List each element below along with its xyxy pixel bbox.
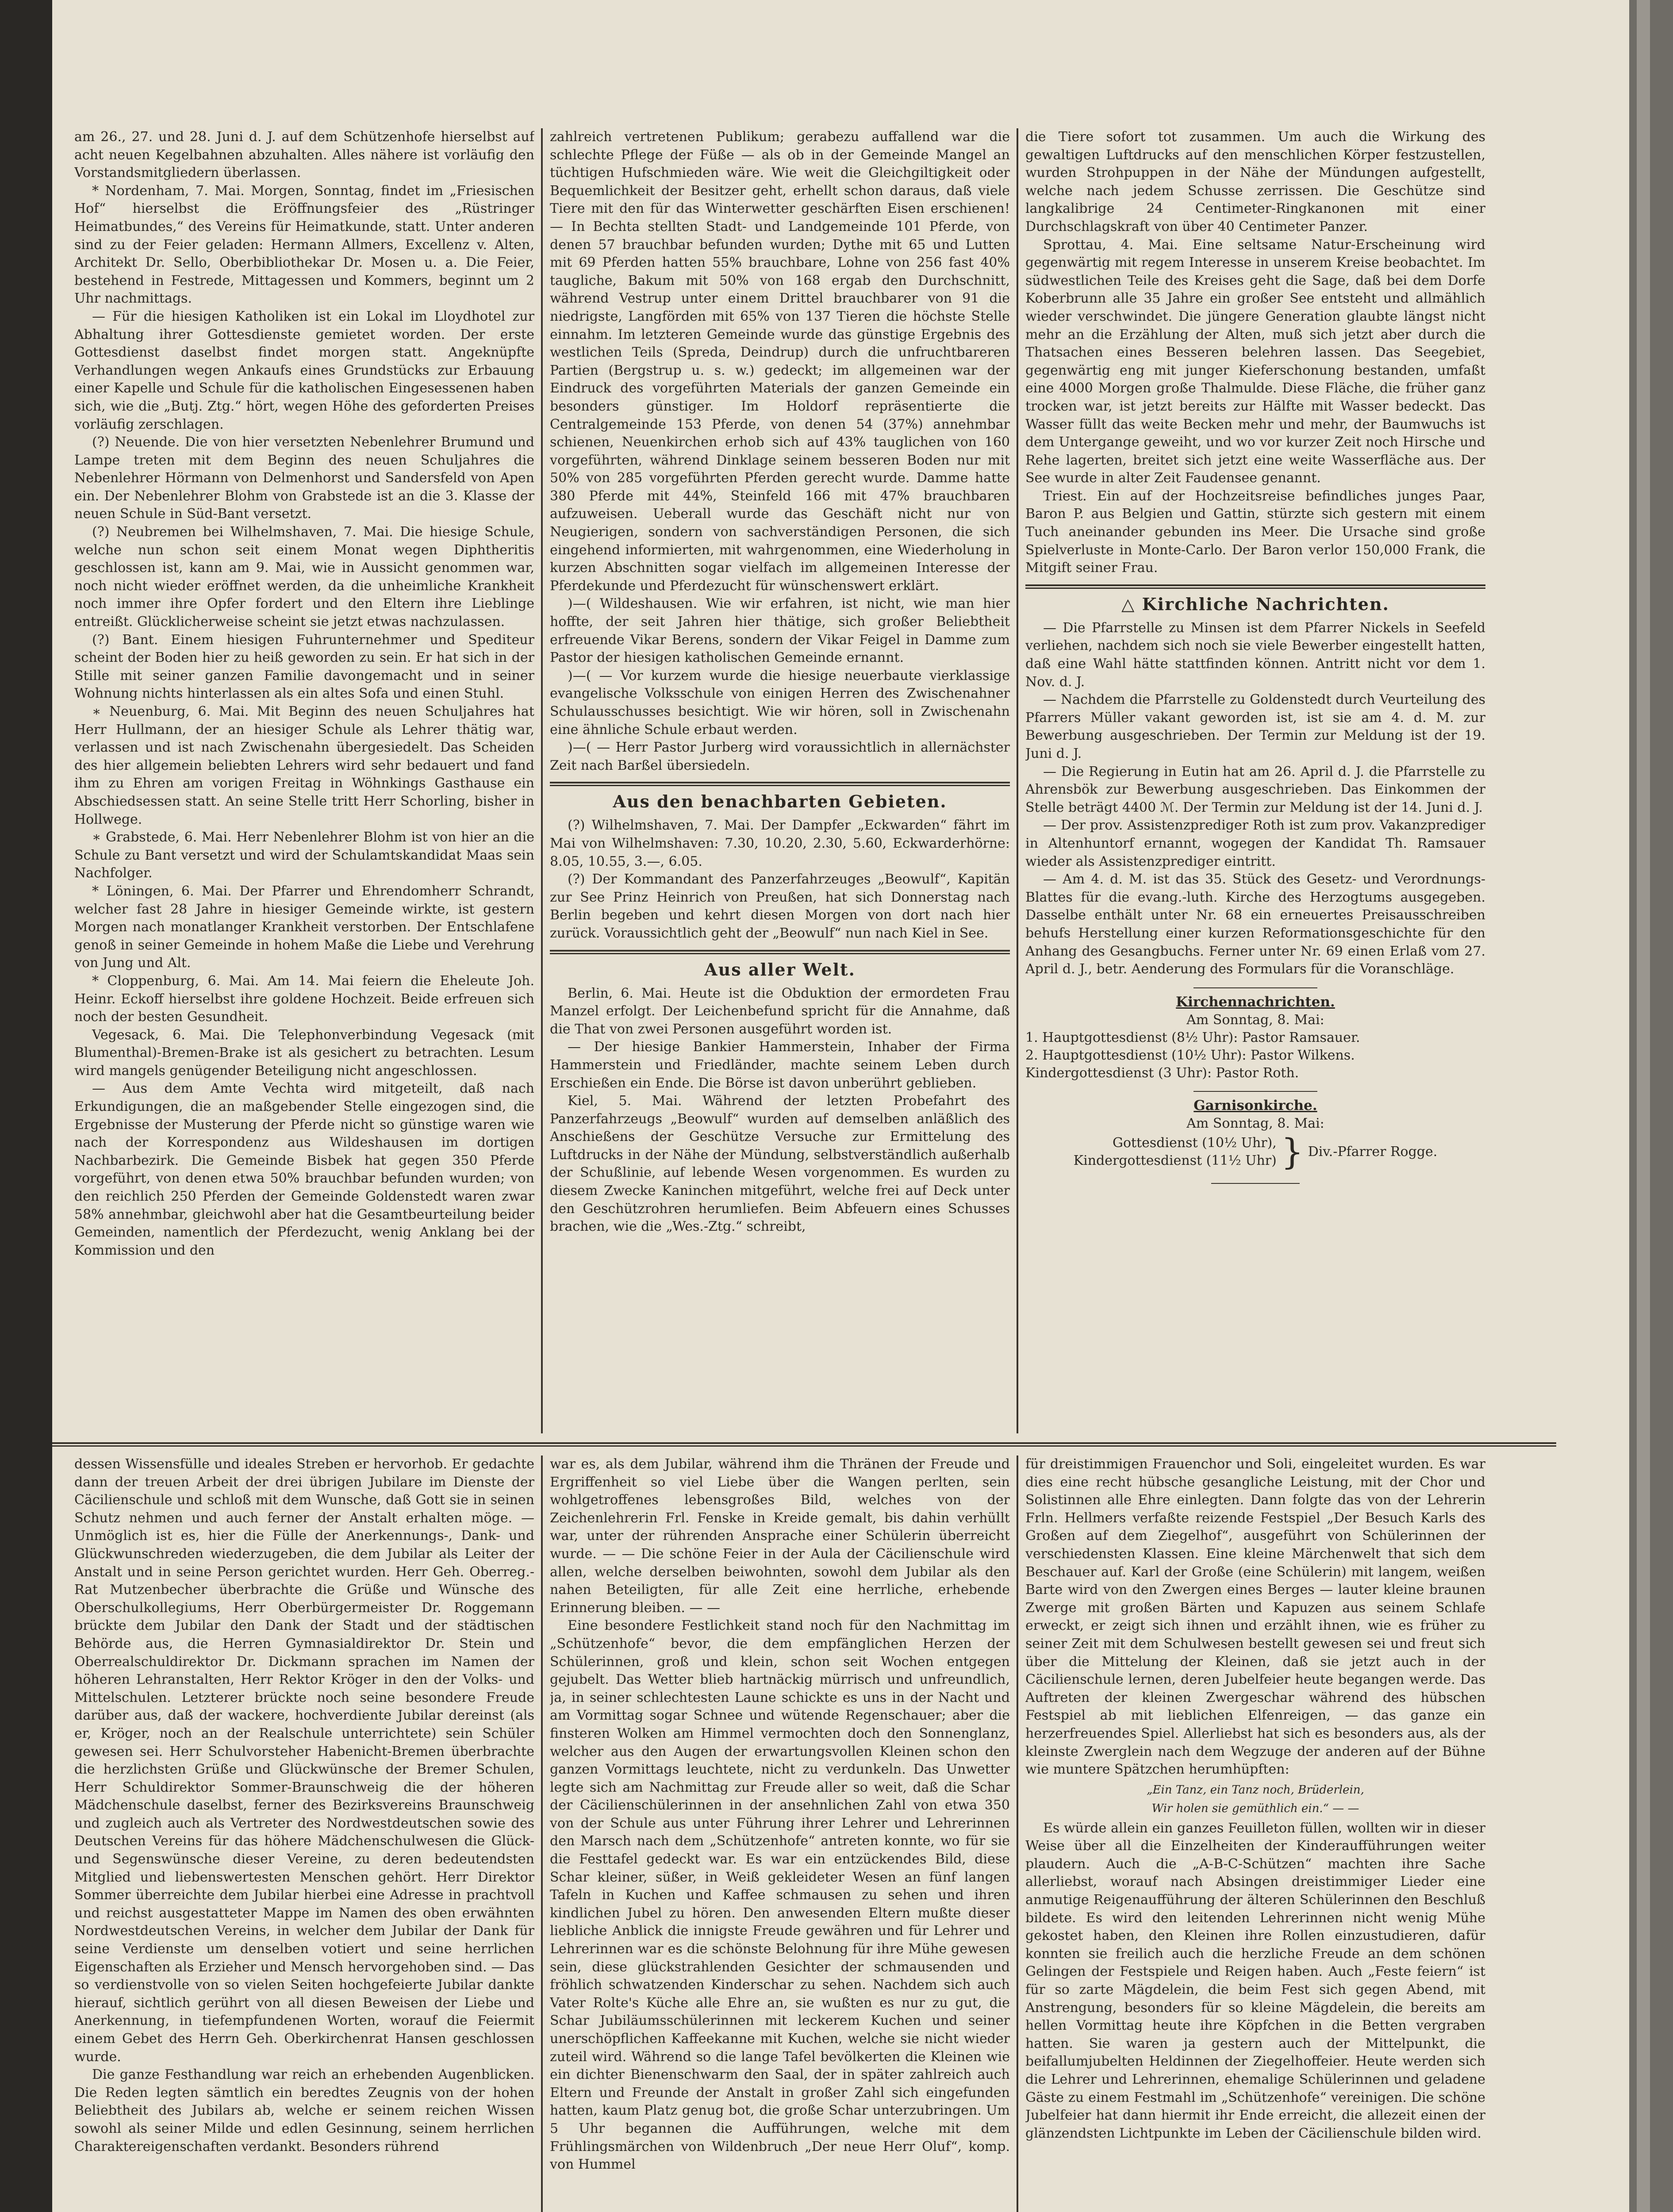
- section-heading-kirchlich: △ Kirchliche Nachrichten.: [1121, 594, 1389, 614]
- article-paragraph: Eine besondere Festlichkeit stand noch für den Nachmittag im „Schützenhofe“ bevor, die dem empfänglichen Herzen der Schülerinnen, groß und klein, schon seit Wochen entgegen gejubelt. Das Wetter blieb hartnäckig mürrisch und unfreundlich, ja, in seiner schlechtesten Laune schickte es uns in der Nacht und am Vormittag sogar Schnee und wütende Regenschauer; aber die finsteren Wolken am Himmel vermochten doch den Sonnenglanz, welcher aus den Augen der erwartungsvollen Kleinen schon den ganzen Vormittags leuchtete, nicht zu verdunkeln. Das Unwetter legte sich am Nachmittag zur Freude aller so weit, daß die Schar der Cäcilienschülerinnen in der ansehnlichen Zahl von etwa 350 von der Schule aus unter Führung ihrer Lehrer und Lehrerinnen den Marsch nach dem „Schützenhofe“ antreten konnte, wo für sie die Festtafel gedeckt war. Es war ein entzückendes Bild, diese Schar kleiner, süßer, in Weiß gekleideter Wesen an fünf langen Tafeln in Kuchen und Kaffee schmausen zu sehen und ihren kindlichen Jubel zu hören. Den anwesenden Eltern mußte dieser liebliche Anblick die innigste Freude gewähren und für Lehrer und Lehrerinnen war es die schönste Belohnung für ihre Mühe gewesen sein, diese glückstrahlenden Gesichter der schmausenden und fröhlich schwatzenden Kinderschar zu sehen. Nachdem sich auch Vater Rolte's Küche alle Ehre an, sie wußten es nur zu gut, die Schar Jubiläumsschülerinnen mit leckerem Kuchen und seiner unerschöpflichen Kaffeekanne mit Kuchen, welche sie nicht wieder zuteil wird. Während so die lange Tafel bevölkerten die Kleinen wie ein dichter Bienenschwarm den Saal, der in später zahlreich auch Eltern und Freunde der Anstalt in großer Zahl sich eingefunden hatten, kaum Platz genug bot, die große Schar unterzubringen. Um 5 Uhr begannen die Aufführungen, welche mit dem Frühlingsmärchen von Wildenbruch „Der neue Herr Oluf“, komp. von Hummel: [550, 1618, 1010, 2173]
- newspaper-page: [52, 0, 1629, 2212]
- article-paragraph: (?) Der Kommandant des Panzerfahrzeuges „Beowulf“, Kapitän zur See Prinz Heinrich von Preußen, hat sich Donnerstag nach Berlin begeben und kehrt diesen Morgen von dort nach hier zurück. Voraussichtlich geht der „Beowulf“ nun nach Kiel in See.: [550, 872, 1010, 941]
- divider: [1211, 1183, 1300, 1184]
- column-bottom-right: [1025, 1455, 1485, 2212]
- column-top-right-body: [1025, 128, 1485, 577]
- article-paragraph: — Die Regierung in Eutin hat am 26. April d. J. die Pfarrstelle zu Ahrensbök zur Bewerbung ausgeschrieben. Das Einkommen der Stelle beträgt 4400 ℳ. Der Termin zur Meldung ist der 14. Juni d. J.: [1025, 764, 1485, 815]
- service-line: Kindergottesdienst (11½ Uhr): [1073, 1152, 1277, 1168]
- brace-glyph: }: [1281, 1131, 1304, 1172]
- article-paragraph: Vegesack, 6. Mai. Die Telephonverbindung Vegesack (mit Blumenthal)-Bremen-Brake ist als gesichert zu betrachten. Lesum wird mangels genügender Beteiligung nicht angeschlossen.: [74, 1027, 534, 1079]
- garnisonkirche-date: Am Sonntag, 8. Mai:: [1186, 1115, 1324, 1131]
- kirchlich-body: [1025, 619, 1485, 979]
- column-bottom-right-body-continued: [1025, 1820, 1485, 2143]
- article-paragraph: Berlin, 6. Mai. Heute ist die Obduktion der ermordeten Frau Manzel erfolgt. Der Leichenbefund spricht für die Annahme, daß die That von zwei Personen ausgeführt worden ist.: [550, 985, 1010, 1037]
- article-paragraph: die Tiere sofort tot zusammen. Um auch die Wirkung des gewaltigen Luftdrucks auf den menschlichen Körper festzustellen, wurden Strohpuppen in der Nähe der Mündungen aufgestellt, welche nach jedem Schusse zerrissen. Die Geschütze sind langkalibrige 24 Centimeter-Ringkanonen mit einer Durchschlagskraft von über 40 Centimeter Panzer.: [1025, 129, 1485, 234]
- service-line: 2. Hauptgottesdienst (10½ Uhr): Pastor Wilkens.: [1025, 1047, 1355, 1063]
- article-paragraph: Triest. Ein auf der Hochzeitsreise befindliches junges Paar, Baron P. aus Belgien und Gattin, stürzte sich gestern mit einem Tuch aneinander gebunden ins Meer. Die Ursache sind große Spielverluste in Monte-Carlo. Der Baron verlor 150,000 Frank, die Mitgift seiner Frau.: [1025, 488, 1485, 576]
- column-bottom-left: [74, 1455, 534, 2212]
- section-rule: [550, 950, 1010, 954]
- service-line: Kindergottesdienst (3 Uhr): Pastor Roth.: [1025, 1065, 1299, 1081]
- article-paragraph: * Cloppenburg, 6. Mai. Am 14. Mai feiern die Eheleute Joh. Heinr. Eckoff hierselbst ihre goldene Hochzeit. Beide erfreuen sich noch der besten Gesundheit.: [74, 973, 534, 1025]
- article-paragraph: Die ganze Festhandlung war reich an erhebenden Augenblicken. Die Reden legten sämtlich ein beredtes Zeugnis von der hohen Beliebtheit des Jubilars ab, welche er seinem reichen Wissen sowohl als seiner Milde und edlen Gesinnung, seinem herrlichen Charaktereigenschaften verdankt. Besonders rührend: [74, 2067, 534, 2154]
- article-paragraph: * Löningen, 6. Mai. Der Pfarrer und Ehrendomherr Schrandt, welcher fast 28 Jahre in hiesiger Gemeinde wirkte, ist gestern Morgen nach monatlanger Krankheit verstorben. Der Entschlafene genoß in seiner Gemeinde in hohem Maße die Liebe und Verehrung von Jung und Alt.: [74, 883, 534, 971]
- section-rule: [1025, 584, 1485, 589]
- article-paragraph: )—( Wildeshausen. Wie wir erfahren, ist nicht, wie man hier hoffte, der seit Jahren hier thätige, sich großer Beliebtheit erfreuende Vikar Berens, sondern der Vikar Feigel in Damme zum Pastor der hiesigen katholischen Gemeinde ernannt.: [550, 596, 1010, 666]
- column-bottom-middle: [550, 1455, 1010, 2212]
- article-paragraph: für dreistimmigen Frauenchor und Soli, eingeleitet wurden. Es war dies eine recht hübsche gesangliche Leistung, mit der Chor und Solistinnen alle Ehre einlegten. Dann folgte das von der Lehrerin Frln. Hellmers verfaßte reizende Festspiel „Der Besuch Karls des Großen auf dem Ziegelhof“, ausgeführt von Schülerinnen der verschiedensten Klassen. Eine kleine Märchenwelt that sich dem Beschauer auf. Karl der Große (eine Schülerin) mit langem, weißen Barte wird von den Zwergen eines Berges — lauter kleine braunen Zwerge mit großen Bärten und Kapuzen aus seinem Schlafe erweckt, er zeigt sich ihnen und erzählt ihnen, wie es früher zu seiner Zeit mit dem Schulwesen bestellt gewesen sei und freut sich über die Mittelung der Kleinen, daß sie jetzt auch in der Cäcilienschule lernen, deren Jubelfeier heute begangen werde. Das Auftreten der kleinen Zwergeschar während des hübschen Festspiel ab mit lieblichen Elfenreigen, — das ganze ein herzerfreuendes Spiel. Allerliebst hat sich es besonders aus, als der kleinste Zwerglein nach dem Wegzuge der anderen auf der Bühne wie muntere Spätzchen herumhüpften:: [1025, 1456, 1485, 1778]
- article-paragraph: (?) Bant. Einem hiesigen Fuhrunternehmer und Spediteur scheint der Boden hier zu heiß geworden zu sein. Er hat sich in der Stille mit seiner ganzen Familie davongemacht und in seiner Wohnung nichts hinterlassen als ein altes Sofa und einen Stuhl.: [74, 632, 534, 702]
- column-rule: [541, 128, 543, 1433]
- section-heading-welt: Aus aller Welt.: [704, 959, 856, 979]
- quote-line: Wir holen sie gemüthlich ein.“ — —: [1151, 1801, 1359, 1815]
- article-paragraph: — Der hiesige Bankier Hammerstein, Inhaber der Firma Hammerstein und Friedländer, machte seinem Leben durch Erschießen ein Ende. Die Börse ist davon unberührt geblieben.: [550, 1039, 1010, 1091]
- column-top-right: [1025, 128, 1485, 1433]
- service-pastor: Div.-Pfarrer Rogge.: [1308, 1144, 1438, 1160]
- service-line: 1. Hauptgottesdienst (8½ Uhr): Pastor Ramsauer.: [1025, 1029, 1360, 1045]
- column-top-left: [74, 128, 534, 1433]
- article-paragraph: Es würde allein ein ganzes Feuilleton füllen, wollten wir in dieser Weise über all die Einzelheiten der Kinderaufführungen weiter plaudern. Auch die „A-B-C-Schützen“ machten ihre Sache allerliebst, worauf nach Absingen dreistimmiger Lieder eine anmutige Reigenaufführung der älteren Schülerinnen den Beschluß bildete. Es wird den leitenden Lehrerinnen nicht wenig Mühe gekostet haben, den Kleinen ihre Rollen einzustudieren, dafür konnten sie freilich auch die herzliche Freude an dem schönen Gelingen der Festspiele und Reigen haben. Auch „Feste feiern“ ist für so zarte Mägdelein, die beim Fest sich gegen Abend, mit Anstrengung, besonders für so kleine Mägdelein, die bereits am hellen Vormittag heute ihre Köpfchen in die Betten vergraben hatten. Sie waren ja gestern auch der Mittelpunkt, die beifallumjubelten Heldinnen der Ziegelhoffeier. Heute werden sich die Lehrer und Lehrerinnen, ehemalige Schülerinnen und geladene Gäste zu einem Festmahl im „Schützenhofe“ vereinigen. Die schöne Jubelfeier hat dann hiermit ihr Ende erreicht, die allezeit einen der glänzendsten Lichtpunkte im Leben der Cäcilienschule bilden wird.: [1025, 1820, 1485, 2141]
- article-paragraph: — Der prov. Assistenzprediger Roth ist zum prov. Vakanzprediger in Altenhuntorf ernannt, wogegen der Kandidat Th. Ramsauer wieder als Assistenzprediger eintritt.: [1025, 818, 1485, 869]
- article-paragraph: — Die Pfarrstelle zu Minsen ist dem Pfarrer Nickels in Seefeld verliehen, nachdem sich noch sie viele Bewerber eingestellt hatten, daß eine Wahl hätte stattfinden können. Antritt nicht vor dem 1. Nov. d. J.: [1025, 620, 1485, 690]
- page-separator: [52, 1442, 1556, 1447]
- article-paragraph: )—( — Herr Pastor Jurberg wird voraussichtlich in allernächster Zeit nach Barßel übersiedeln.: [550, 740, 1010, 773]
- garnisonkirche-times: [1074, 1134, 1277, 1170]
- section-heading-nachbar: Aus den benachbarten Gebieten.: [613, 791, 947, 812]
- column-rule: [541, 1455, 543, 2212]
- article-paragraph: — Nachdem die Pfarrstelle zu Goldenstedt durch Veurteilung des Pfarrers Müller vakant geworden ist, ist sie am 4. d. M. zur Bewerbung ausgeschrieben. Der Termin zur Meldung ist der 19. Juni d. J.: [1025, 692, 1485, 761]
- article-paragraph: — Für die hiesigen Katholiken ist ein Lokal im Lloydhotel zur Abhaltung ihrer Gottesdienste gemietet worden. Der erste Gottesdienst daselbst findet morgen statt. Angeknüpfte Verhandlungen wegen Ankaufs eines Grundstücks zur Erbauung einer Kapelle und Schule für die katholischen Eingesessenen haben sich, wie die „Butj. Ztg.“ hört, wegen Höhe des geforderten Preises vorläufig zerschlagen.: [74, 308, 534, 432]
- column-bottom-right-body: [1025, 1455, 1485, 1779]
- column-rule: [1017, 128, 1018, 1433]
- service-line: Gottesdienst (10½ Uhr),: [1113, 1135, 1277, 1151]
- column-rule: [1017, 1455, 1018, 2212]
- article-paragraph: ∗ Neuenburg, 6. Mai. Mit Beginn des neuen Schuljahres hat Herr Hullmann, der an hiesiger Schule als Lehrer thätig war, verlassen und ist nach Zwischenahn übergesiedelt. Das Scheiden des hier allgemein beliebten Lehrers wird sehr bedauert und fand ihm zu Ehren am vorigen Freitag in Wöhnkings Gasthause ein Abschiedsessen statt. An seine Stelle tritt Herr Schorling, bisher in Hollwege.: [74, 704, 534, 827]
- kirchennachrichten-title: Kirchennachrichten.: [1176, 994, 1335, 1010]
- welt-body: [550, 985, 1010, 1236]
- column-top-middle-body: [550, 128, 1010, 775]
- column-top-middle: [550, 128, 1010, 1433]
- article-paragraph: Kiel, 5. Mai. Während der letzten Probefahrt des Panzerfahrzeugs „Beowulf“ wurden auf demselben anläßlich des Anschießens der Geschütze Versuche zur Ermittelung des Luftdrucks in der Nähe der Mündung, selbstverständlich außerhalb der Schußlinie, auf lebende Wesen vorgenommen. Es wurden zu diesem Zwecke Kaninchen mitgeführt, welche frei auf Deck unter den Geschützrohren herumliefen. Beim Abfeuern eines Schusses brachen, wie die „Wes.-Ztg.“ schreibt,: [550, 1093, 1010, 1235]
- divider: [1193, 987, 1317, 988]
- quote-line: „Ein Tanz, ein Tanz noch, Brüderlein,: [1147, 1783, 1364, 1797]
- article-paragraph: )—( — Vor kurzem wurde die hiesige neuerbaute vierklassige evangelische Volksschule von einigen Herren des Zwischenahner Schulausschusses besichtigt. Wie wir hören, soll in Zwischenahn eine ähnliche Schule erbaut werden.: [550, 668, 1010, 737]
- kirchennachrichten-date: Am Sonntag, 8. Mai:: [1186, 1012, 1324, 1028]
- article-paragraph: Sprottau, 4. Mai. Eine seltsame Natur-Erscheinung wird gegenwärtig mit regem Interesse in unserem Kreise beobachtet. Im südwestlichen Teile des Kreises geht die Sage, daß bei dem Dorfe Koberbrunn alle 35 Jahre ein großer See entsteht und allmählich wieder verschwindet. Die jüngere Generation glaubte längst nicht mehr an die Erzählung der Alten, muß sich jetzt aber durch die Thatsachen eines Besseren belehren lassen. Das Seegebiet, gegenwärtig eng mit junger Kieferschonung bestanden, umfaßt eine 4000 Morgen große Thalmulde. Diese Fläche, die früher ganz trocken war, ist jetzt bereits zur Hälfte mit Wasser bedeckt. Das Wasser füllt das weite Becken mehr und mehr, der Baumwuchs ist dem Untergange geweiht, und wo vor kurzer Zeit noch Hirsche und Rehe lagerten, breitet sich jetzt eine weite Wasserfläche aus. Der See wurde in alter Zeit Faudensee genannt.: [1025, 237, 1485, 486]
- article-paragraph: dessen Wissensfülle und ideales Streben er hervorhob. Er gedachte dann der treuen Arbeit der drei übrigen Jubilare im Dienste der Cäcilienschule und schloß mit dem Wunsche, daß Gott sie in seinen Schutz nehmen und auch ferner der Anstalt erhalten möge. — Unmöglich ist es, hier die Fülle der Anerkennungs-, Dank- und Glückwunschreden wiederzugeben, die dem Jubilar als Leiter der Anstalt und in seine Person gerichtet wurden. Herr Geh. Oberreg.-Rat Mutzenbecher überbrachte die Grüße und Wünsche des Oberschulkollegiums, Herr Oberbürgermeister Dr. Roggemann brückte dem Jubilar den Dank der Stadt und der städtischen Behörde aus, die Herren Gymnasialdirektor Dr. Stein und Oberrealschuldirektor Dr. Dickmann sprachen im Namen der höheren Lehranstalten, Herr Rektor Kröger in den der Volks- und Mittelschulen. Letzterer brückte noch seine besondere Freude darüber aus, daß der wackere, hochverdiente Jubilar dereinst (als er, Kröger, noch an der Realschule unterrichtete) sein Schüler gewesen sei. Herr Schulvorsteher Habenicht-Bremen überbrachte die herzlichsten Grüße und Glückwünsche der Bremer Schulen, Herr Schuldirektor Sommer-Braunschweig die der höheren Mädchenschule daselbst, ferner des Bezirksvereins Braunschweig und zugleich auch als Vertreter des Nordwestdeutschen sowie des Deutschen Vereins für das höhere Mädchenschulwesen die Glück- und Segenswünsche dieser Vereine, zu deren bedeutendsten Mitglied und liebenswertesten Menschen gehört. Herr Direktor Sommer überreichte dem Jubilar hierbei eine Adresse in prachtvoll und reichst ausgestatteter Mappe im Namen des oben erwähnten Nordwestdeutschen Vereins, in welcher dem Jubilar der Dank für seine Verdienste um denselben votiert und seine herrlichen Eigenschaften als Erzieher und Mensch hervorgehoben sind. — Das so verdienstvolle von so vielen Seiten hochgefeierte Jubilar dankte hierauf, sichtlich gerührt von all diesen Beweisen der Liebe und Anerkennung, in tiefempfundenen Worten, worauf die Feiermit einem Gebet des Herrn Geh. Oberkirchenrat Hansen geschlossen wurde.: [74, 1456, 534, 2065]
- article-paragraph: ∗ Grabstede, 6. Mai. Herr Nebenlehrer Blohm ist von hier an die Schule zu Bant versetzt und wird der Schulamtskandidat Maas sein Nachfolger.: [74, 830, 534, 881]
- article-paragraph: * Nordenham, 7. Mai. Morgen, Sonntag, findet im „Friesischen Hof“ hierselbst die Eröffnungsfeier des „Rüstringer Heimatbundes,“ des Vereins für Heimatkunde, statt. Unter anderen sind zu der Feier geladen: Hermann Allmers, Excellenz v. Alten, Architekt Dr. Sello, Oberbibliothekar Dr. Mosen u. a. Die Feier, bestehend in Festrede, Mittagessen und Kommers, beginnt um 2 Uhr nachmittags.: [74, 183, 534, 307]
- article-paragraph: (?) Wilhelmshaven, 7. Mai. Der Dampfer „Eckwarden“ fährt im Mai von Wilhelmshaven: 7.30, 10.20, 2.30, 5.60, Eckwarderhörne: 8.05, 10.55, 3.—, 6.05.: [550, 818, 1010, 869]
- article-paragraph: zahlreich vertretenen Publikum; gerabezu auffallend war die schlechte Pflege der Füße — als ob in der Gemeinde Mangel an tüchtigen Hufschmieden wäre. Wie weit die Gleichgiltigkeit oder Bequemlichkeit der Besitzer geht, erhellt schon daraus, daß viele Tiere mit den für das Winterwetter geschärften Eisen erschienen! — In Bechta stellten Stadt- und Landgemeinde 101 Pferde, von denen 57 brauchbar befunden wurden; Dythe mit 65 und Lutten mit 69 Pferden hatten 55% brauchbare, Lohne von 256 fast 40% taugliche, Bakum mit 50% von 168 ergab den Durchschnitt, während Vestrup unter einem Drittel brauchbarer von 91 die niedrigste, Langförden mit 65% von 137 Tieren die höchste Stelle einnahm. Im letzteren Gemeinde wurde das günstige Ergebnis des westlichen Teils (Spreda, Deindrup) durch die unfruchtbareren Partien (Bergstrup u. s. w.) gedeckt; im allgemeinen war der Eindruck des vorgeführten Materials der ganzen Gemeinde ein besonders günstiger. Im Holdorf repräsentierte die Centralgemeinde 153 Pferde, von denen 54 (37%) annehmbar schienen, Neuenkirchen erhob sich auf 43% tauglichen von 160 vorgeführten, während Dinklage seinem besseren Boden nur mit 50% von 285 vorgeführten Pferden gerecht wurde. Damme hatte 380 Pferde mit 44%, Steinfeld 166 mit 47% brauchbaren aufzuweisen. Ueberall wurde das Geschäft nicht nur von Neugierigen, sondern von sachverständigen Personen, die sich eingehend informierten, mit wahrgenommen, eine Wiederholung in kurzen Abschnitten sogar vielfach im allgemeinen Interesse der Pferdekunde und Pferdezucht für wünschenswert erklärt.: [550, 129, 1010, 594]
- article-paragraph: — Aus dem Amte Vechta wird mitgeteilt, daß nach Erkundigungen, die an maßgebender Stelle eingezogen sind, die Ergebnisse der Musterung der Pferde nicht so günstige waren wie nach der Korrespondenz aus Wildeshausen im dortigen Nachbarbezirk. Die Gemeinde Bisbek hat gegen 350 Pferde vorgeführt, von denen etwa 50% brauchbar befunden wurden; von den reichlich 250 Pferden der Gemeinde Goldenstedt waren zwar 58% annehmbar, gleichwohl aber hat die Gesamtbeurteilung beider Gemeinden, namentlich der Pferdezucht, wenig Anklang bei der Kommission und den: [74, 1081, 534, 1258]
- nachbar-body: [550, 817, 1010, 942]
- garnisonkirche-services: [1025, 1131, 1485, 1172]
- page-edge: [1629, 0, 1673, 2212]
- divider: [1193, 1091, 1317, 1092]
- article-paragraph: (?) Neuende. Die von hier versetzten Nebenlehrer Brumund und Lampe treten mit dem Beginn des neuen Schuljahres die Nebenlehrer Hörmann von Delmenhorst und Sandersfeld von Apen ein. Der Nebenlehrer Blohm von Grabstede ist an die 3. Klasse der neuen Schule in Süd-Bant versetzt.: [74, 434, 534, 522]
- article-paragraph: (?) Neubremen bei Wilhelmshaven, 7. Mai. Die hiesige Schule, welche nun schon seit einem Monat wegen Diphtheritis geschlossen ist, kann am 9. Mai, wie in Aussicht genommen war, noch nicht wieder eröffnet werden, da die unheimliche Krankheit noch immer ihre Opfer fordert und den Eltern ihre Lieblinge entreißt. Glücklicherweise scheint sie jetzt etwas nachzulassen.: [74, 524, 534, 630]
- page-edge-highlight: [1637, 0, 1650, 2212]
- article-paragraph: — Am 4. d. M. ist das 35. Stück des Gesetz- und Verordnungs-Blattes für die evang.-luth. Kirche des Herzogtums ausgegeben. Dasselbe enthält unter Nr. 68 ein erneuertes Preisausschreiben behufs Herstellung einer kurzen Reformationsgeschichte für den Anhang des Gesangbuchs. Ferner unter Nr. 69 einen Erlaß vom 27. April d. J., betr. Aenderung des Formulars für die Voranschläge.: [1025, 872, 1485, 977]
- garnisonkirche-title: Garnisonkirche.: [1193, 1097, 1317, 1114]
- article-paragraph: am 26., 27. und 28. Juni d. J. auf dem Schützenhofe hierselbst auf acht neuen Kegelbahnen abzuhalten. Alles nähere ist vorläufig den Vorstandsmitgliedern überlassen.: [74, 129, 534, 181]
- article-paragraph: war es, als dem Jubilar, während ihm die Thränen der Freude und Ergriffenheit so viel Liebe über die Wangen perlten, sein wohlgetroffenes lebensgroßes Bild, welches von der Zeichenlehrerin Frl. Fenske in Kreide gemalt, bis dahin verhüllt war, unter der rührenden Ansprache einer Schülerin überreicht wurde. — — Die schöne Feier in der Aula der Cäcilienschule wird allen, welche derselben beiwohnten, sowohl dem Jubilar als den nahen Beteiligten, für alle Zeit eine herrliche, erhebende Erinnerung bleiben. — —: [550, 1456, 1010, 1616]
- scan-background: [0, 0, 58, 2212]
- section-rule: [550, 782, 1010, 786]
